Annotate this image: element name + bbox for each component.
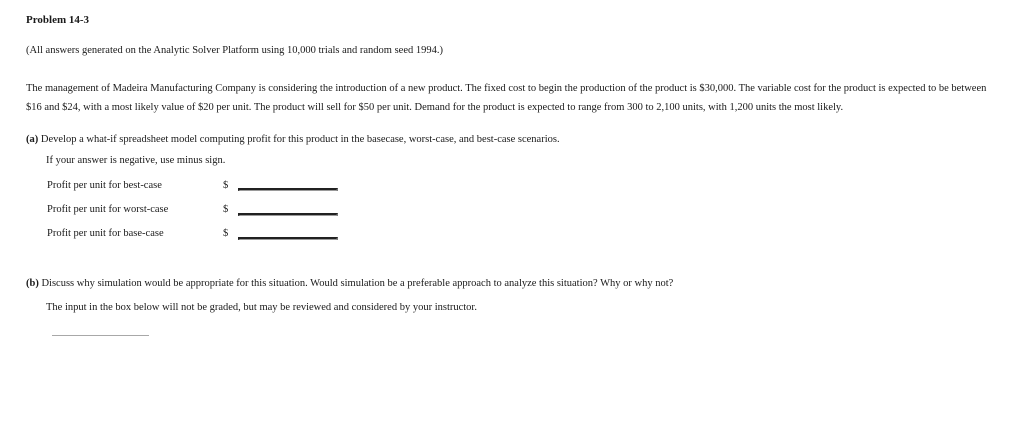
worst-case-label: Profit per unit for worst-case <box>47 204 169 215</box>
problem-note: (All answers generated on the Analytic Solver Platform using 10,000 trials and random seed 1994.) <box>26 45 443 56</box>
part-a-label: (a) <box>26 134 39 145</box>
part-b-answer-box[interactable] <box>52 335 149 336</box>
part-a-question <box>26 134 560 145</box>
base-case-input[interactable] <box>238 237 338 240</box>
part-a-instruction: If your answer is negative, use minus sign. <box>46 155 226 166</box>
worst-case-currency: $ <box>223 204 229 215</box>
part-b-label: (b) <box>26 278 39 289</box>
problem-title: Problem 14-3 <box>26 14 90 26</box>
part-b-text: Discuss why simulation would be appropriate for this situation. Would simulation be a preferable approach to analyze this situation? Why or why not? <box>41 278 674 289</box>
best-case-input[interactable] <box>238 188 338 191</box>
best-case-currency: $ <box>223 180 229 191</box>
part-a-text: Develop a what-if spreadsheet model computing profit for this product in the basecase, worst-case, and best-case scenarios. <box>40 134 560 145</box>
problem-statement: The management of Madeira Manufacturing Company is considering the introduction of a new product. The fixed cost to begin the production of the product is $30,000. The variable cost for the product is expected to be between $16 and $24, with a most likely value of $20 per unit. The product will sell for $50 per unit. Demand for the product is expected to range from 300 to 2,100 units, with 1,200 units the most likely. <box>26 83 987 113</box>
part-b-question <box>26 278 673 289</box>
part-b-note: The input in the box below will not be graded, but may be reviewed and considered by your instructor. <box>46 302 477 313</box>
best-case-label: Profit per unit for best-case <box>47 180 162 191</box>
base-case-currency: $ <box>223 228 229 239</box>
base-case-label: Profit per unit for base-case <box>47 228 164 239</box>
worst-case-input[interactable] <box>238 213 338 216</box>
